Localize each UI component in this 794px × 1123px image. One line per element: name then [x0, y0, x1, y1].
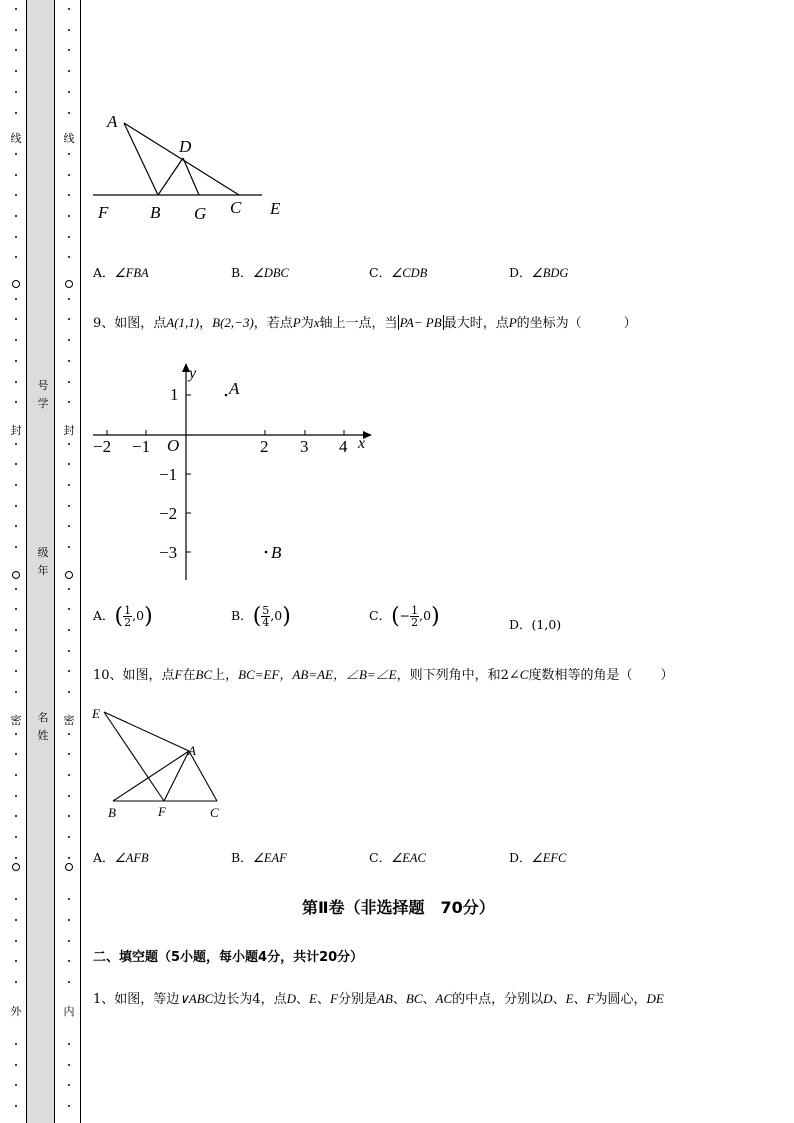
q8-option-a[interactable]: A．∠FBA — [93, 265, 149, 280]
binding-dot — [15, 733, 17, 735]
binding-dot — [15, 670, 17, 672]
fig9-x-tick-label-neg2: −2 — [93, 437, 112, 456]
fig8-label-d: D — [179, 137, 192, 156]
fig9-y-tick-label-1: 1 — [170, 385, 179, 404]
binding-dot — [68, 836, 70, 838]
fig10-label-c: C — [210, 805, 219, 820]
binding-dot — [15, 215, 17, 217]
binding-dot — [68, 608, 70, 610]
binding-dot — [15, 70, 17, 72]
q8-option-c[interactable]: C．∠CDB — [369, 265, 428, 280]
binding-dot — [68, 8, 70, 10]
binding-dot — [68, 49, 70, 51]
fig10-label-f: F — [158, 804, 166, 819]
binding-dot — [15, 339, 17, 341]
binding-dot — [15, 857, 17, 859]
fig8-label-b: B — [150, 203, 161, 222]
binding-dot — [68, 360, 70, 362]
q8-figure — [88, 108, 298, 228]
fig8-label-e: E — [270, 199, 281, 218]
binding-border-line — [80, 0, 81, 1123]
binding-dot — [15, 194, 17, 196]
q10-option-d[interactable]: D．∠EFC — [509, 850, 567, 865]
fig8-label-a: A — [107, 112, 118, 131]
binding-dot — [68, 29, 70, 31]
binding-dot — [15, 1064, 17, 1066]
binding-dot — [68, 112, 70, 114]
binding-circle-mark — [12, 571, 20, 579]
fig9-y-tick-label-neg1: −1 — [159, 465, 178, 484]
binding-dot — [15, 753, 17, 755]
binding-dot — [15, 236, 17, 238]
grade-field-label: 级年 — [37, 546, 49, 577]
fig10-label-e: E — [92, 706, 100, 721]
binding-dot — [68, 381, 70, 383]
binding-dot — [15, 608, 17, 610]
binding-dot — [15, 815, 17, 817]
binding-dot — [15, 505, 17, 507]
binding-circle-mark — [65, 571, 73, 579]
margin-inner-label-xian: 线 — [63, 132, 75, 145]
fig8-seg-dg — [183, 158, 199, 195]
part-2-title: 第Ⅱ卷（非选择题 70分） — [302, 898, 495, 917]
fig10-label-a: A — [188, 743, 196, 758]
binding-dot — [68, 318, 70, 320]
binding-dot — [68, 733, 70, 735]
binding-dot — [15, 836, 17, 838]
binding-dot — [68, 174, 70, 176]
binding-dot — [68, 525, 70, 527]
fig9-y-tick-label-neg3: −3 — [159, 543, 178, 562]
binding-dot — [15, 774, 17, 776]
binding-dot — [68, 670, 70, 672]
fig8-label-f: F — [98, 203, 109, 222]
q10-option-a[interactable]: A．∠AFB — [93, 850, 149, 865]
binding-dot — [68, 401, 70, 403]
binding-dot — [68, 753, 70, 755]
binding-dot — [15, 919, 17, 921]
binding-circle-mark — [65, 863, 73, 871]
binding-dot — [68, 919, 70, 921]
fig10-seg-ba — [113, 751, 189, 801]
student-number-field-label: 号学 — [37, 379, 49, 410]
binding-dot — [15, 256, 17, 258]
binding-dot — [15, 546, 17, 548]
fig10-seg-ac — [189, 751, 217, 801]
binding-dot — [15, 1105, 17, 1107]
q10-option-c[interactable]: C．∠EAC — [369, 850, 426, 865]
fig9-point-a — [225, 394, 228, 397]
q9-stem: 9、如图，点A(1,1)，B(2,−3)，若点P为x轴上一点，当 PA− PB 最大时，点P的坐标为（ ） — [93, 315, 637, 331]
margin-inner-label-feng: 封 — [63, 424, 75, 437]
binding-dot — [68, 256, 70, 258]
binding-circle-mark — [12, 863, 20, 871]
fig10-seg-fa — [164, 751, 189, 801]
binding-dot — [68, 546, 70, 548]
binding-dot — [68, 339, 70, 341]
binding-dot — [68, 215, 70, 217]
binding-dot — [68, 857, 70, 859]
fig9-point-a-label: A — [229, 379, 240, 398]
binding-dot — [68, 484, 70, 486]
fig8-label-g: G — [194, 204, 207, 223]
binding-dot — [68, 898, 70, 900]
binding-dot — [15, 443, 17, 445]
binding-dot — [68, 91, 70, 93]
q9-option-c[interactable]: C．(− $\frac{1}{2}$ ,0) — [369, 604, 440, 629]
fig9-point-b — [265, 551, 268, 554]
binding-dot — [15, 401, 17, 403]
binding-dot — [15, 525, 17, 527]
fig8-label-c: C — [230, 198, 242, 217]
binding-dot — [15, 650, 17, 652]
q9-option-d[interactable]: D．(1,0) — [509, 617, 562, 632]
binding-dot — [15, 588, 17, 590]
binding-dot — [68, 940, 70, 942]
fig9-x-label: x — [358, 435, 366, 452]
binding-dot — [68, 153, 70, 155]
fig9-origin-label: O — [167, 436, 180, 455]
binding-circle-mark — [65, 280, 73, 288]
binding-dot — [15, 691, 17, 693]
fig9-x-tick-label-2: 2 — [260, 437, 269, 456]
q10-option-b[interactable]: B．∠EAF — [231, 850, 287, 865]
binding-dot — [68, 443, 70, 445]
fill-q1-stem: 1、如图，等边∨ABC边长为4，点D、E、F分别是AB、BC、AC的中点，分别以D、E、F为圆心，DE — [93, 991, 664, 1007]
margin-inner-label-mi: 密 — [63, 714, 75, 727]
fig8-seg-bd — [158, 158, 183, 195]
binding-dot — [15, 898, 17, 900]
margin-inner-label-nei: 内 — [63, 1005, 75, 1018]
binding-dot — [68, 194, 70, 196]
binding-dot — [68, 650, 70, 652]
binding-dot — [68, 774, 70, 776]
binding-dot — [68, 1064, 70, 1066]
margin-outer-label-xian: 线 — [10, 132, 22, 145]
q8-option-b[interactable]: B．∠DBC — [231, 265, 289, 280]
binding-dot — [68, 1043, 70, 1045]
binding-dot — [15, 298, 17, 300]
binding-dot — [68, 1105, 70, 1107]
q8-option-d[interactable]: D．∠BDG — [509, 265, 569, 280]
binding-dot — [15, 318, 17, 320]
margin-outer-label-wai: 外 — [10, 1005, 22, 1018]
binding-dot — [68, 981, 70, 983]
binding-dot — [15, 112, 17, 114]
binding-dot — [15, 629, 17, 631]
q10-figure — [88, 700, 238, 825]
margin-outer-label-mi: 密 — [10, 714, 22, 727]
binding-dot — [15, 1084, 17, 1086]
binding-dot — [68, 691, 70, 693]
fig9-x-tick-label-3: 3 — [300, 437, 309, 456]
fig10-label-b: B — [108, 805, 116, 820]
binding-dot — [15, 360, 17, 362]
binding-dot — [15, 174, 17, 176]
binding-dot — [68, 815, 70, 817]
binding-dot — [68, 795, 70, 797]
binding-dot — [15, 49, 17, 51]
binding-circle-mark — [12, 280, 20, 288]
binding-dot — [15, 960, 17, 962]
margin-outer-label-feng: 封 — [10, 424, 22, 437]
fig9-y-label: y — [189, 365, 197, 382]
binding-dot — [68, 1084, 70, 1086]
binding-dot — [15, 153, 17, 155]
binding-dot — [15, 8, 17, 10]
q9-option-b[interactable]: B．( $\frac{5}{4}$ ,0) — [231, 604, 291, 629]
binding-dot — [15, 795, 17, 797]
binding-dot — [15, 1043, 17, 1045]
binding-dot — [68, 236, 70, 238]
binding-dot — [68, 960, 70, 962]
q10-stem: 10、如图，点F在BC上，BC=EF，AB=AE，∠B=∠E，则下列角中，和2∠C度数相等的角是（ ） — [93, 667, 674, 683]
q9-coordinate-plane — [88, 360, 378, 590]
binding-dot — [15, 381, 17, 383]
binding-dot — [68, 505, 70, 507]
fig9-y-tick-label-neg2: −2 — [159, 504, 178, 523]
binding-dot — [15, 91, 17, 93]
binding-dot — [15, 463, 17, 465]
binding-dot — [68, 298, 70, 300]
binding-dot — [15, 29, 17, 31]
fig9-point-b-label: B — [271, 543, 282, 562]
q9-option-a[interactable]: A．( $\frac{1}{2}$ ,0) — [93, 604, 153, 629]
binding-dot — [68, 463, 70, 465]
binding-dot — [68, 588, 70, 590]
name-field-label: 名姓 — [37, 711, 49, 742]
section-2-heading: 二、填空题（5小题，每小题4分，共计20分） — [93, 950, 364, 965]
fig9-x-tick-label-4: 4 — [339, 437, 348, 456]
binding-dot — [15, 940, 17, 942]
binding-dot — [68, 70, 70, 72]
binding-dot — [15, 981, 17, 983]
fig9-x-tick-label-neg1: −1 — [132, 437, 151, 456]
binding-dot — [15, 484, 17, 486]
binding-dot — [68, 629, 70, 631]
